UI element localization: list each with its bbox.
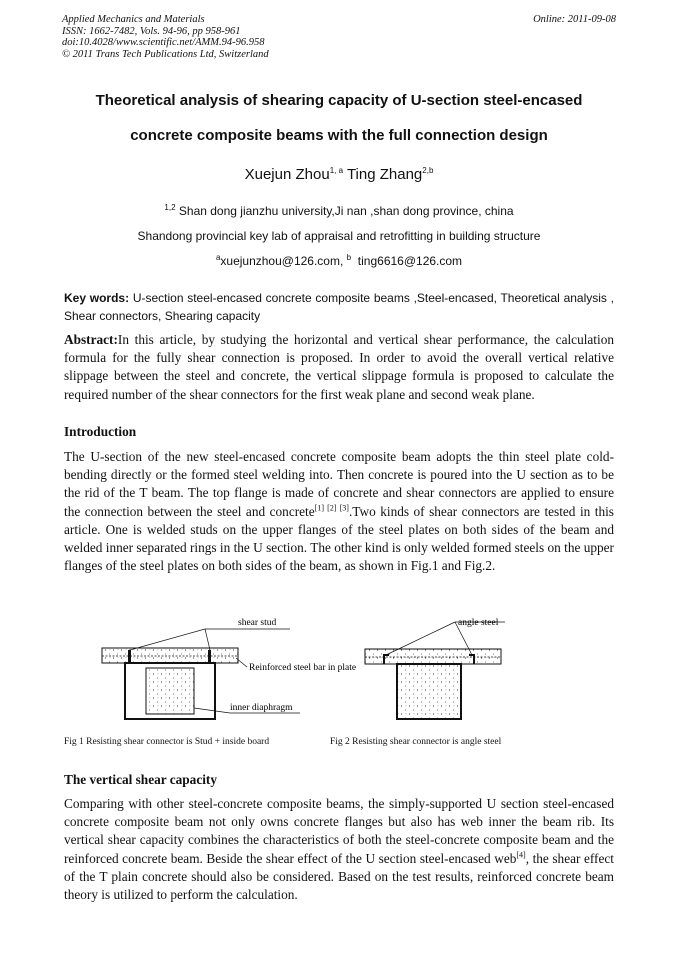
vertical-ref: [4]: [516, 850, 526, 860]
introduction-body: [64, 448, 614, 575]
fig1-stud-left: [128, 650, 131, 663]
abstract: [64, 331, 614, 404]
fig2-concrete-flange: [365, 649, 501, 664]
paper-title-line-2: concrete composite beams with the full connection design: [130, 127, 548, 144]
fig1-caption: Fig 1 Resisting shear connector is Stud + inside board: [64, 737, 270, 747]
figures-area: [0, 600, 678, 740]
keywords: [64, 290, 614, 325]
online-date: Online: 2011-09-08: [533, 14, 616, 25]
email-a: xuejunzhou@126.com,: [220, 254, 344, 268]
author-name: Xuejun Zhou: [244, 166, 330, 183]
issn-line: ISSN: 1662-7482, Vols. 94-96, pp 958-961: [62, 25, 241, 37]
abstract-text: In this article, by studying the horizontal and vertical shear performance, the calculation formula for the fully shear connection is proposed. In order to avoid the overall vertical relative slippage between the steel and concrete, the vertical slippage formula is proposed to calculate the required number of the shear connectors for the first weak plane and second weak plane.: [64, 332, 614, 402]
affiliation-line-1: [40, 204, 638, 218]
fig1-leader: [205, 629, 210, 650]
affiliation-sup: 1,2: [164, 203, 176, 212]
author-name: Ting Zhang: [346, 166, 423, 183]
journal-header: [62, 14, 269, 60]
fig2-caption: Fig 2 Resisting shear connector is angle steel: [330, 737, 502, 747]
fig1-stud-right: [208, 650, 211, 663]
vertical-text-b: , the shear effect of the T plain concrete should also be considered. Based on the test results, reinforced concrete beam theory is utilized to perform the calculation.: [64, 850, 614, 903]
email-b: ting6616@126.com: [357, 254, 463, 268]
authors: [40, 166, 638, 183]
abstract-label: Abstract:: [64, 332, 118, 347]
label-rebar: Reinforced steel bar in plate: [249, 663, 357, 673]
fig2-diagram: [365, 618, 505, 719]
introduction-heading: Introduction: [64, 424, 137, 439]
vertical-shear-heading: The vertical shear capacity: [64, 772, 218, 787]
author-sup: 1, a: [329, 166, 344, 175]
fig1-diagram: [102, 618, 356, 719]
label-inner-diaphragm: inner diaphragm: [230, 703, 293, 713]
email-sup-a: a: [215, 253, 221, 262]
intro-text-a: The U-section of the new steel-encased concrete composite beam adopts the thin steel plate cold-bending directly or the formed steel welding into. Then concrete is poured into the U section as to be the rid of the T beam. The top flange is made of concrete and shear connectors are applied to ensure the connection between the steel and concrete: [64, 449, 614, 519]
affiliation-text: Shan dong jianzhu university,Ji nan ,shan dong province, china: [178, 204, 514, 218]
vertical-text-a: Comparing with other steel-concrete composite beams, the simply-supported U section steel-encased concrete composite beam not only owns concrete flanges but also has web inner the beam rib. Its vertical shear capacity combines the characteristics of both the steel-concrete composite beam and the reinforced concrete beam. Beside the shear effect of the U section steel-encased web: [64, 796, 614, 866]
email-sup-b: b: [346, 253, 352, 262]
copyright-line: © 2011 Trans Tech Publications Ltd, Switzerland: [62, 48, 269, 60]
author-sup: 2,b: [422, 166, 434, 175]
fig1-inner-diaphragm: [146, 668, 194, 714]
doi-line: doi:10.4028/www.scientific.net/AMM.94-96.958: [62, 37, 265, 48]
journal-name: Applied Mechanics and Materials: [62, 14, 205, 25]
fig1-concrete-flange: [102, 648, 238, 663]
author-emails: [40, 254, 638, 268]
intro-text-b: .Two kinds of shear connectors are tested in this article. One is welded studs on the upper flanges of the steel plates on both sides of the beam and welded inner separated rings in the U section. The other kind is only welded formed steels on the upper flanges of the steel plates on both sides of the beam, as shown in Fig.1 and Fig.2.: [64, 503, 614, 574]
fig1-leader: [194, 708, 230, 713]
keywords-text: U-section steel-encased concrete composite beams ,Steel-encased, Theoretical analysis , Shear connectors, Shearing capacity: [64, 291, 614, 323]
fig1-leader: [130, 629, 205, 650]
fig2-u-section: [397, 664, 461, 719]
vertical-shear-body: [64, 795, 614, 904]
affiliation-line-2: Shandong provincial key lab of appraisal and retrofitting in building structure: [137, 229, 541, 243]
keywords-label: Key words:: [64, 291, 130, 305]
paper-title-line-1: Theoretical analysis of shearing capacity of U-section steel-encased: [95, 92, 583, 109]
label-angle-steel: angle steel: [458, 618, 499, 628]
label-shear-stud: shear stud: [238, 618, 277, 628]
intro-refs: [1] [2] [3]: [314, 503, 349, 513]
